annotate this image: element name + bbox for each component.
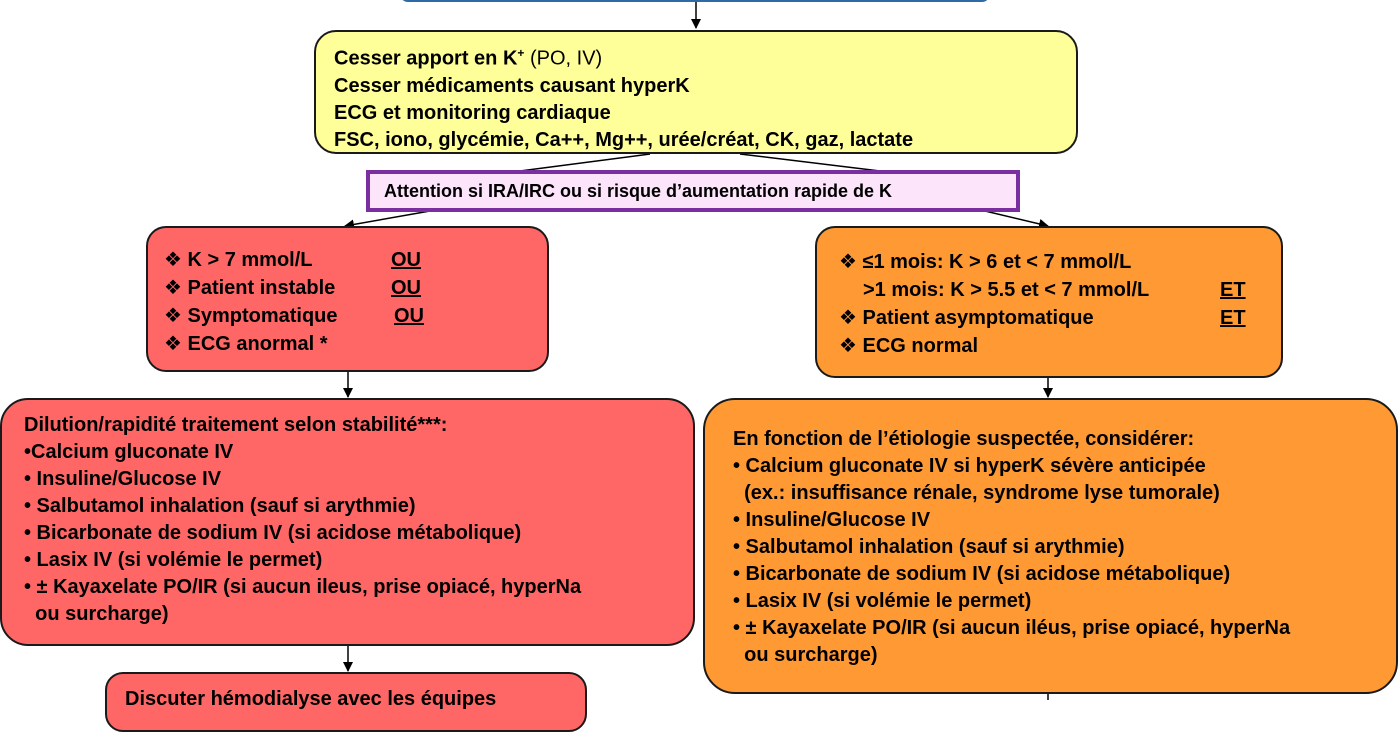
- criteria-left-item: ❖ Patient instable OU: [164, 277, 421, 299]
- treatment-left-item: • Salbutamol inhalation (sauf si arythmie): [24, 495, 416, 517]
- arrow-to-criteria-left: [345, 211, 430, 226]
- arrow-to-criteria-right: [985, 211, 1048, 226]
- top-box-partial: [400, 0, 990, 2]
- criteria-left-item: ❖ K > 7 mmol/L OU: [164, 249, 421, 271]
- treatment-right-item: (ex.: insuffisance rénale, syndrome lyse tumorale): [733, 482, 1220, 504]
- treatment-right-item: • Lasix IV (si volémie le permet): [733, 590, 1032, 612]
- treatment-right-item: • Bicarbonate de sodium IV (si acidose métabolique): [733, 563, 1231, 585]
- treatment-urgent-box: [0, 398, 695, 646]
- treatment-left-item: • Insuline/Glucose IV: [24, 468, 222, 490]
- criteria-right-line-1: ❖ ≤1 mois: K > 6 et < 7 mmol/L: [839, 251, 1132, 273]
- treatment-right-item: • Insuline/Glucose IV: [733, 509, 931, 531]
- first-steps-line-4: FSC, iono, glycémie, Ca++, Mg++, urée/créat, CK, gaz, lactate: [334, 128, 914, 151]
- criteria-right-line-4: ❖ ECG normal: [839, 335, 979, 357]
- treatment-left-item: • Bicarbonate de sodium IV (si acidose métabolique): [24, 522, 522, 544]
- criteria-left-item: ❖ Symptomatique OU: [164, 305, 424, 327]
- attention-box: [366, 170, 1020, 212]
- treatment-left-item: ou surcharge): [24, 603, 169, 625]
- treatment-etiology-box: [703, 398, 1398, 694]
- first-steps-line-2: Cesser médicaments causant hyperK: [334, 74, 690, 97]
- first-steps-line-1: Cesser apport en K+ (PO, IV): [334, 46, 603, 70]
- treatment-left-heading: Dilution/rapidité traitement selon stabilité***:: [24, 414, 448, 436]
- criteria-unstable-box: [146, 226, 549, 372]
- treatment-left-item: • ± Kayaxelate PO/IR (si aucun ileus, prise opiacé, hyperNa: [24, 576, 582, 598]
- criteria-stable-box: [815, 226, 1283, 378]
- connector-first-to-attention-right: [740, 154, 880, 171]
- dialysis-text: Discuter hémodialyse avec les équipes: [125, 688, 497, 710]
- treatment-right-item: • Salbutamol inhalation (sauf si arythmie): [733, 536, 1125, 558]
- treatment-right-item: • Calcium gluconate IV si hyperK sévère anticipée: [733, 455, 1206, 477]
- treatment-right-item: • ± Kayaxelate PO/IR (si aucun iléus, prise opiacé, hyperNa: [733, 617, 1291, 639]
- dialysis-box: [105, 672, 587, 732]
- criteria-right-line-3: ❖ Patient asymptomatique ET: [839, 307, 1246, 329]
- treatment-right-item: ou surcharge): [733, 644, 878, 666]
- first-steps-line-3: ECG et monitoring cardiaque: [334, 101, 611, 124]
- first-steps-box: [314, 30, 1078, 154]
- attention-text: Attention si IRA/IRC ou si risque d’aumentation rapide de K: [384, 181, 893, 201]
- criteria-right-line-2: >1 mois: K > 5.5 et < 7 mmol/L ET: [863, 279, 1246, 301]
- treatment-left-item: • Lasix IV (si volémie le permet): [24, 549, 323, 571]
- connector-first-to-attention-left: [520, 154, 650, 171]
- treatment-left-item: •Calcium gluconate IV: [24, 441, 234, 463]
- treatment-right-heading: En fonction de l’étiologie suspectée, considérer:: [733, 428, 1195, 450]
- criteria-left-item: ❖ ECG anormal *: [164, 333, 328, 355]
